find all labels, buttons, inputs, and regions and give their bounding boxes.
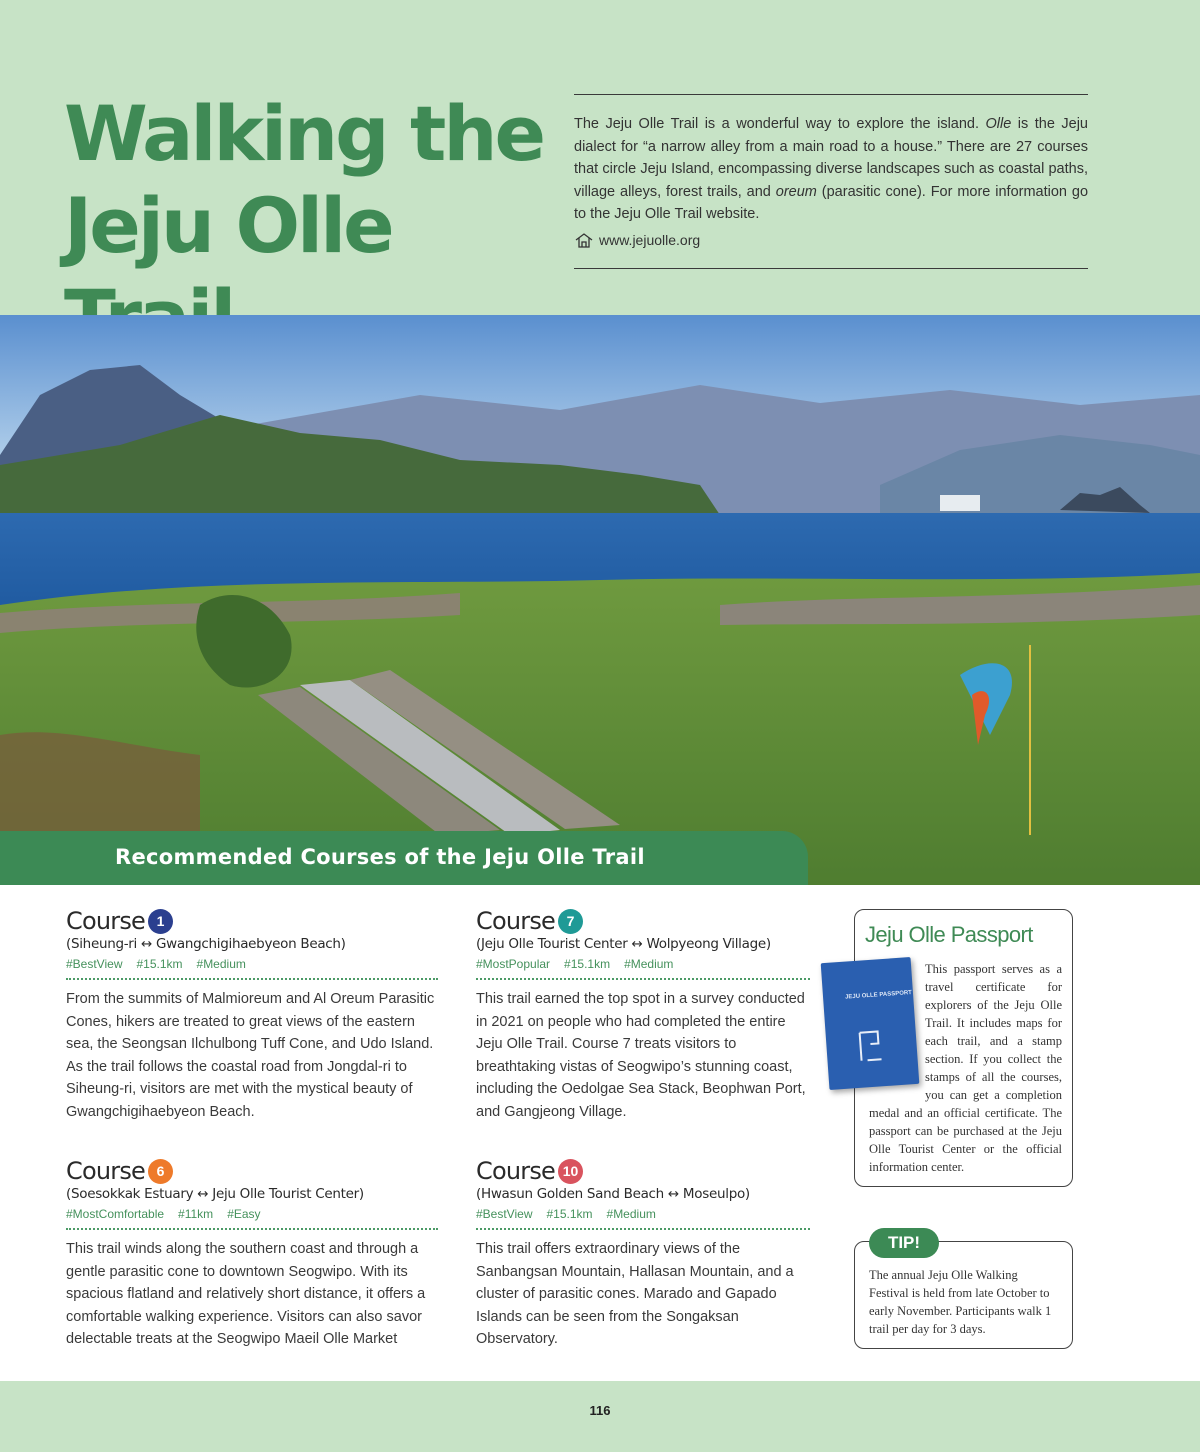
tag[interactable]: #MostComfortable [66, 1207, 165, 1221]
intro-text-1: The Jeju Olle Trail is a wonderful way to explore the island. [574, 116, 986, 132]
passport-box [844, 909, 1073, 1187]
intro-paragraph [574, 113, 1088, 226]
passport-title: Jeju Olle Passport [865, 922, 1033, 947]
tag[interactable]: #BestView [476, 1207, 533, 1221]
course-description: This trail offers extraordinary views of the Sanbangsan Mountain, Hallasan Mountain, and a cluster of parasitic cones. Marado and Gapado Islands can be seen from the Songaksan Observatory. [476, 1241, 794, 1347]
course-tags [66, 957, 438, 980]
banner-title: Recommended Courses of the Jeju Olle Trail [115, 845, 645, 869]
passport-book-label: JEJU OLLE PASSPORT [844, 990, 913, 1001]
tag[interactable]: #MostPopular [476, 957, 551, 971]
course-route: (Hwasun Golden Sand Beach ↔ Moseulpo) [476, 1186, 750, 1202]
title-line-1: Walking the [64, 89, 543, 178]
tag[interactable]: #Medium [606, 1207, 656, 1221]
course-7 [476, 907, 810, 1123]
course-route: (Siheung-ri ↔ Gwangchigihaebyeon Beach) [66, 936, 346, 952]
website-line[interactable] [574, 232, 1088, 248]
website-link[interactable]: www.jejuolle.org [599, 231, 701, 248]
course-description: This trail winds along the southern coast and through a gentle parasitic cone to downtown Seogwipo. With its spacious flatland and relatively short distance, it offers a comfortable walking experience. Visitors can also savor delectable treats at the Seogwipo Maeil Olle Market [66, 1241, 426, 1347]
tip-label: TIP! [869, 1228, 939, 1258]
tip-text: The annual Jeju Olle Walking Festival is held from late October to early November. Participants walk 1 trail per day for 3 days. [869, 1268, 1052, 1336]
tag[interactable]: #Medium [196, 957, 246, 971]
passport-description: This passport serves as a travel certificate for explorers of the Jeju Olle Trail. It includes maps for each trail, and a stamp section. If you collect the stamps of all the courses, you can get a completion medal and an official certificate. The passport can be purchased at the Jeju Olle Tourist Center or the official information center. [869, 962, 1062, 1174]
tag[interactable]: #15.1km [564, 957, 611, 971]
home-icon [574, 232, 594, 248]
course-route: (Jeju Olle Tourist Center ↔ Wolpyeong Village) [476, 936, 771, 952]
course-header [476, 1157, 810, 1185]
course-6 [66, 1157, 438, 1351]
tip-box [854, 1233, 1073, 1349]
course-number-badge: 1 [148, 909, 173, 934]
intro-oreum: oreum [775, 183, 817, 200]
passport-text-wrap [869, 960, 1062, 1176]
course-header [476, 907, 810, 935]
course-tags [476, 1207, 810, 1230]
page-number: 116 [589, 1403, 611, 1418]
title-line-2: Jeju Olle [64, 181, 392, 270]
intro-olle: Olle [985, 116, 1012, 132]
course-description: This trail earned the top spot in a survey conducted in 2021 on people who had completed the entire Jeju Olle Trail. Course 7 treats visitors to breathtaking vistas of Seogwipo’s stunning coast, including the Oedolgae Sea Stack, Beophwan Port, and Gangjeong Village. [476, 991, 806, 1120]
tag[interactable]: #Medium [624, 957, 674, 971]
course-word: Course [476, 907, 555, 935]
course-number-badge: 10 [558, 1159, 583, 1184]
course-tags [476, 957, 810, 980]
courses-banner [0, 831, 808, 885]
course-tags [66, 1207, 438, 1230]
tag[interactable]: #15.1km [136, 957, 183, 971]
course-description: From the summits of Malmioreum and Al Oreum Parasitic Cones, hikers are treated to great views of the eastern sea, the Seongsan Ilchulbong Tuff Cone, and Udo Island. As the trail follows the coastal road from Jongdal-ri to Siheung-ri, visitors are met with the mystical beauty of Gwangchigihaebyeon Beach. [66, 991, 435, 1120]
course-10 [476, 1157, 810, 1351]
tag[interactable]: #15.1km [546, 1207, 593, 1221]
tag[interactable]: #11km [178, 1207, 214, 1221]
course-number-badge: 6 [148, 1159, 173, 1184]
intro-box [574, 94, 1088, 269]
course-word: Course [66, 907, 145, 935]
tag[interactable]: #Easy [227, 1207, 261, 1221]
course-header [66, 907, 438, 935]
course-route: (Soesokkak Estuary ↔ Jeju Olle Tourist Center) [66, 1186, 364, 1202]
tag[interactable]: #BestView [66, 957, 123, 971]
intro-text-2: is the Jeju dialect for “a narrow alley from a main road to a house.” There are 27 courses that circle Jeju Island, encompassing diverse landscapes such as coastal paths, village alleys, forest trails, and [574, 116, 1088, 200]
spacer [869, 960, 925, 1088]
footer [0, 1381, 1200, 1452]
header [0, 0, 1200, 315]
course-1 [66, 907, 438, 1123]
course-number-badge: 7 [558, 909, 583, 934]
landscape-photo [0, 315, 1200, 885]
course-word: Course [476, 1157, 555, 1185]
intro-text-3: (parasitic cone). For more information go to the Jeju Olle Trail website. [574, 183, 1089, 222]
course-word: Course [66, 1157, 145, 1185]
course-header [66, 1157, 438, 1185]
